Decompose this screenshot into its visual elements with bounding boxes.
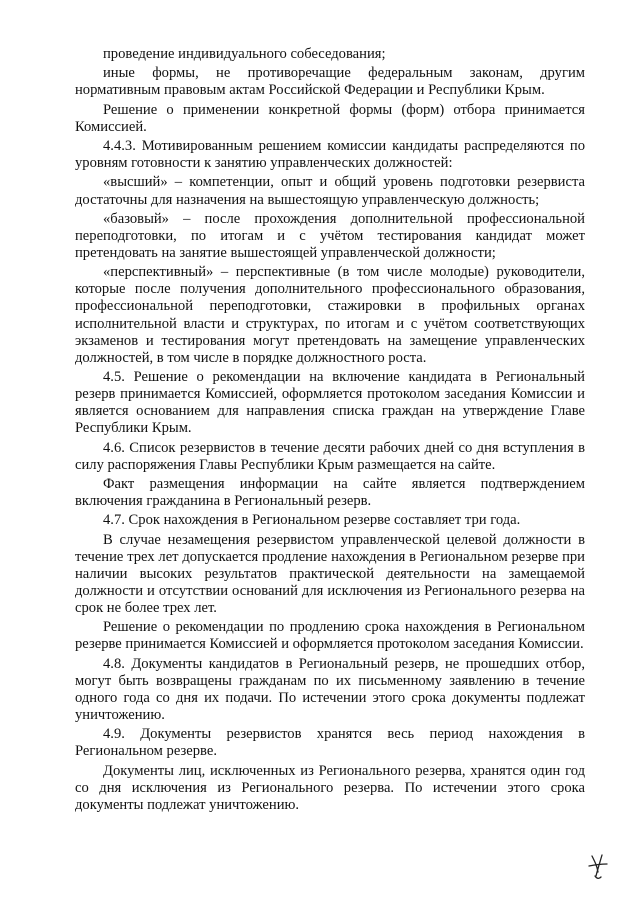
paragraph-11: 4.7. Срок нахождения в Региональном резерве составляет три года. <box>103 512 521 529</box>
paragraph-4: 4.4.3. Мотивированным решением комиссии кандидаты распределяются по уровням готовности к занятию управленческих должностей: <box>75 138 585 172</box>
paragraph-13: Решение о рекомендации по продлению срока нахождения в Региональном резерве принимается Комиссией и оформляется протоколом заседания Комиссии. <box>75 619 585 653</box>
paragraph-8: 4.5. Решение о рекомендации на включение кандидата в Региональный резерв принимается Комиссией, оформляется протоколом заседания Комиссии и является основанием для направления списка граждан на утверждение Главе Республики Крым. <box>75 369 585 437</box>
paragraph-15: 4.9. Документы резервистов хранятся весь период нахождения в Региональном резерве. <box>75 726 585 760</box>
paragraph-5: «высший» – компетенции, опыт и общий уровень подготовки резервиста достаточны для назначения на вышестоящую управленческую должность; <box>75 174 585 208</box>
paragraph-14: 4.8. Документы кандидатов в Региональный резерв, не прошедших отбор, могут быть возвращены гражданам по их письменному заявлению в течение одного года со дня их подачи. По истечении этого срока документы подлежат уничтожению. <box>75 655 585 723</box>
paragraph-3: Решение о применении конкретной формы (форм) отбора принимается Комиссией. <box>75 101 585 135</box>
paragraph-2: иные формы, не противоречащие федеральным законам, другим нормативным правовым актам Российской Федерации и Республики Крым. <box>75 65 585 99</box>
paragraph-1: проведение индивидуального собеседования; <box>103 46 386 62</box>
paragraph-16: Документы лиц, исключенных из Регионального резерва, хранятся один год со дня исключения из Регионального резерва. По истечении этого срока документы подлежат уничтожению. <box>75 762 585 813</box>
paragraph-6: «базовый» – после прохождения дополнительной профессиональной переподготовки, по итогам и с учётом тестирования кандидат может претендовать на занятие вышестоящей управленческой должности; <box>75 210 585 261</box>
paragraph-12: В случае незамещения резервистом управленческой целевой должности в течение трех лет допускается продление нахождения в Региональном резерве при наличии высоких результатов практической деятельности на замещаемой должности и отсутствии оснований для исключения из Регионального резерва на срок не более трех лет. <box>75 531 585 616</box>
paragraph-9: 4.6. Список резервистов в течение десяти рабочих дней со дня вступления в силу распоряжения Главы Республики Крым размещается на сайте. <box>75 439 585 473</box>
handwritten-signature-mark <box>586 852 610 882</box>
document-page <box>75 46 585 816</box>
paragraph-10: Факт размещения информации на сайте является подтверждением включения гражданина в Региональный резерв. <box>75 475 585 510</box>
paragraph-7: «перспективный» – перспективные (в том числе молодые) руководители, которые после получения дополнительного профессионального образования, профессиональной переподготовки, стажировки в профильных органах исполнительной власти и структурах, по итогам и с учётом соответствующих экзаменов и тестирования могут претендовать на замещение управленческих должностей, в том числе в порядке должностного роста. <box>75 264 585 366</box>
